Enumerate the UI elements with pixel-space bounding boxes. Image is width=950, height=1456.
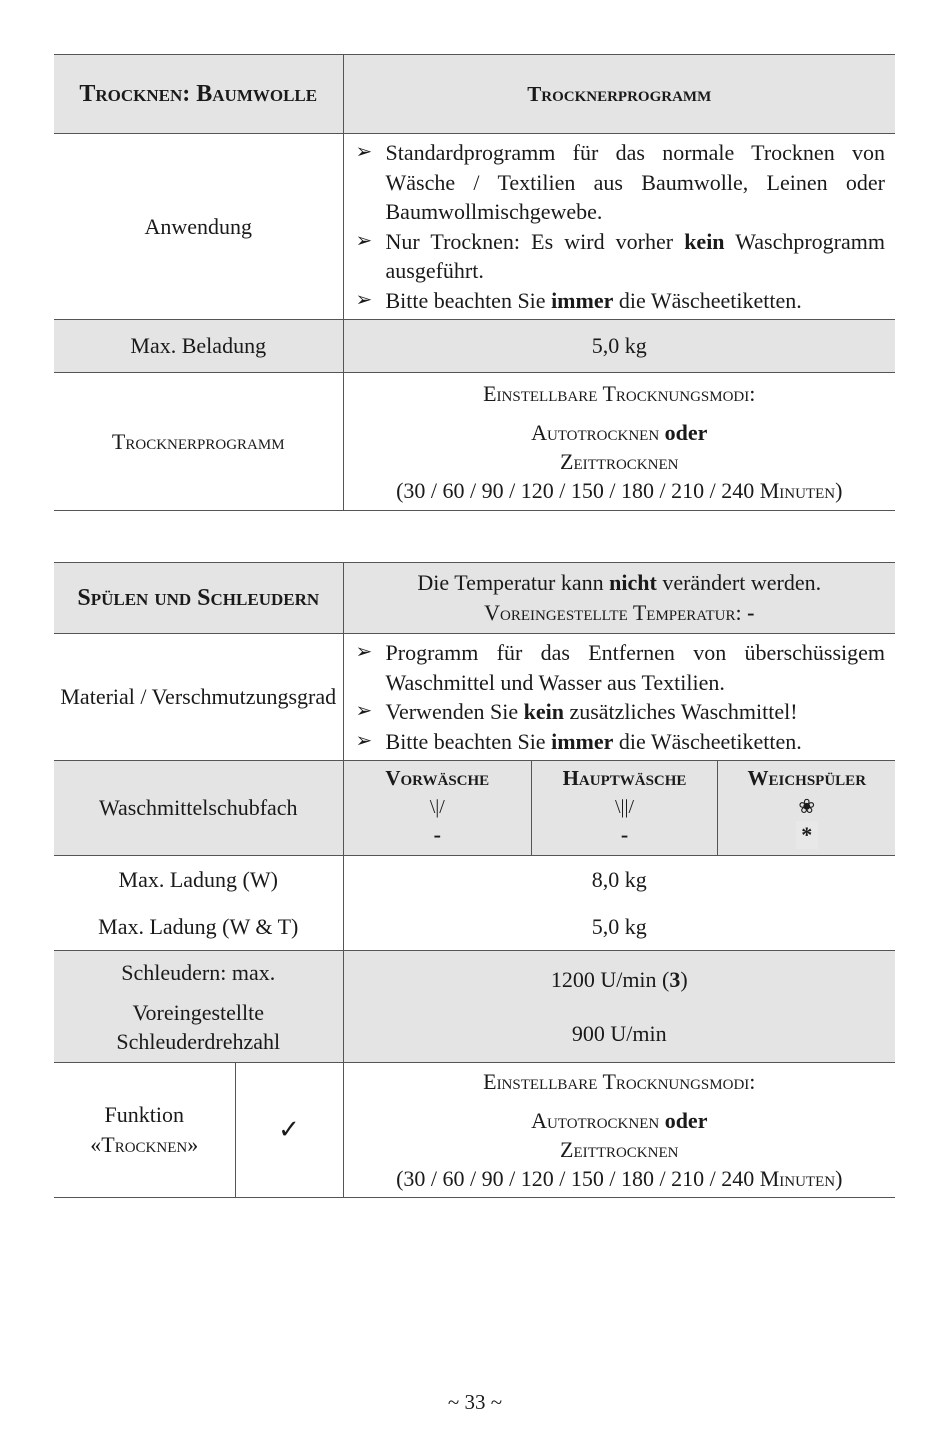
material-cell (343, 634, 895, 761)
table1-header-left: Trocknen: Baumwolle (54, 55, 343, 134)
list-item-text: Bitte beachten Sie (385, 728, 552, 754)
compartment-value: - (433, 822, 441, 847)
compartment-title: Hauptwäsche (562, 766, 687, 790)
list-item-text: die Wäscheetiketten. (613, 728, 802, 754)
compartment-softener (718, 761, 896, 855)
list-item-text: Nur Trocknen: Es wird vorher (385, 228, 685, 254)
ladung-w-value: 8,0 kg (591, 867, 647, 892)
check-icon: ✓ (235, 1063, 343, 1198)
prewash-icon: \|/ (429, 796, 445, 818)
material-label: Material / Verschmutzungsgrad (54, 634, 343, 761)
arrow-bullet-icon: ➢ (355, 229, 373, 252)
list-item (356, 697, 886, 727)
anwendung-list (344, 134, 896, 319)
funktion-modes-cell (343, 1063, 895, 1198)
anwendung-cell (343, 134, 895, 320)
arrow-bullet-icon: ➢ (355, 700, 373, 722)
temp-preset-value: - (747, 600, 755, 625)
modes-minutes: (30 / 60 / 90 / 120 / 150 / 180 / 210 / 240 Minuten) (396, 477, 843, 503)
list-item-text: Standardprogramm für das normale Trocknen von Wäsche / Textilien aus Baumwolle, Leinen oder Baumwollmischgewebe. (385, 140, 885, 224)
list-item (356, 638, 886, 697)
compartment-mainwash (532, 761, 718, 855)
compartment-value: * (796, 821, 818, 849)
ladung-labels (54, 856, 343, 951)
programm-modes-cell (343, 373, 895, 511)
list-item (356, 138, 886, 227)
ladung-values (343, 856, 895, 951)
list-item (356, 727, 886, 757)
page-number: ~ 33 ~ (447, 1390, 503, 1414)
temp-preset-label: Voreingestellte Temperatur: (484, 600, 742, 625)
beladung-label: Max. Beladung (54, 320, 343, 373)
temp-text: verändert werden. (656, 570, 822, 595)
preset-speed-label: Voreingestellte Schleuderdrehzahl (116, 999, 281, 1054)
modes-title: Einstellbare Trocknungsmodi: (483, 1069, 756, 1094)
compartment-title: Weichspüler (747, 766, 867, 790)
modes-title: Einstellbare Trocknungsmodi: (483, 380, 756, 406)
funktion-label-line: Funktion (104, 1102, 184, 1127)
preset-speed-value: 900 U/min (571, 1020, 667, 1046)
rinse-spin-table (54, 562, 895, 1198)
list-item-bold: immer (551, 287, 614, 313)
modes-zeit: Zeittrocknen (560, 448, 679, 474)
funktion-label-line: «Trocknen» (90, 1132, 199, 1157)
anwendung-label: Anwendung (54, 134, 343, 320)
list-item-text: die Wäscheetiketten. (613, 287, 802, 313)
table1-header-right: Trocknerprogramm (343, 55, 895, 134)
list-item-text: Verwenden Sie (385, 699, 524, 724)
temp-bold: nicht (609, 570, 657, 595)
schubfach-cell (343, 761, 895, 856)
programm-label: Trocknerprogramm (54, 373, 343, 511)
drying-cotton-table (54, 54, 895, 511)
list-item (356, 286, 886, 316)
arrow-bullet-icon: ➢ (355, 729, 373, 752)
material-list (344, 634, 896, 760)
schleudern-value: 1200 U/min ( (550, 966, 670, 992)
modes-zeit: Zeittrocknen (560, 1137, 679, 1162)
list-item-text: zusätzliches Waschmittel! (563, 699, 798, 724)
list-item-text: Bitte beachten Sie (385, 287, 552, 313)
beladung-value: 5,0 kg (343, 320, 895, 373)
modes-auto: Autotrocknen (531, 419, 660, 445)
compartment-prewash (344, 761, 532, 855)
list-item-text: Programm für das Entfernen von überschüssigem Waschmittel und Wasser aus Textilien. (385, 640, 886, 695)
compartment-value: - (620, 822, 629, 847)
modes-minutes: (30 / 60 / 90 / 120 / 150 / 180 / 210 / 240 Minuten) (396, 1166, 843, 1191)
schubfach-label: Waschmittelschubfach (54, 761, 343, 856)
list-item-bold: kein (523, 699, 564, 724)
schleudern-labels (54, 951, 343, 1063)
list-item-bold: immer (551, 728, 614, 754)
modes-or: oder (664, 419, 708, 445)
schleudern-values (343, 951, 895, 1063)
schleudern-label: Schleudern: max. (121, 959, 276, 985)
table2-header-left: Spülen und Schleudern (54, 563, 343, 634)
detergent-compartments (344, 761, 896, 855)
arrow-bullet-icon: ➢ (355, 288, 373, 311)
modes-auto: Autotrocknen (531, 1108, 660, 1133)
arrow-bullet-icon: ➢ (355, 141, 373, 163)
temp-text: Die Temperatur kann (417, 570, 610, 595)
list-item-text: Waschprogramm ausgeführt. (385, 228, 885, 283)
compartment-title: Vorwäsche (385, 766, 490, 790)
mainwash-icon: \||/ (614, 796, 635, 818)
softener-icon: ❀ (798, 796, 816, 818)
ladung-w-label: Max. Ladung (W) (118, 867, 278, 892)
arrow-bullet-icon: ➢ (355, 641, 373, 663)
temperature-cell (343, 563, 895, 634)
modes-or: oder (664, 1108, 708, 1133)
ladung-wt-value: 5,0 kg (591, 914, 647, 939)
schleudern-value-bold: 3 (669, 966, 681, 992)
funktion-label (54, 1063, 235, 1198)
schleudern-value: ) (680, 966, 688, 992)
list-item (356, 227, 886, 286)
ladung-wt-label: Max. Ladung (W & T) (98, 914, 299, 939)
list-item-bold: kein (684, 228, 725, 254)
